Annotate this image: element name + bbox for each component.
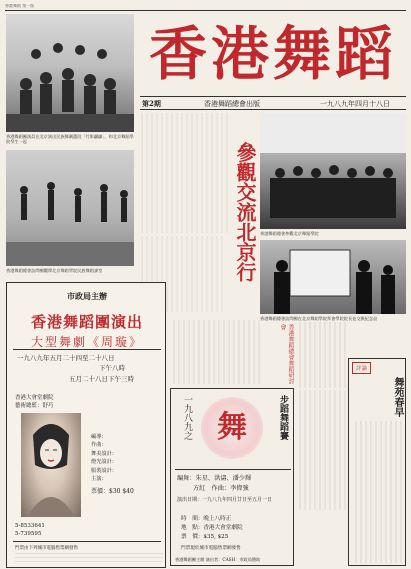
- publisher: 香港舞蹈總會出版: [204, 100, 260, 108]
- article-body-5: [296, 390, 346, 510]
- ad-fine-print: [15, 553, 163, 565]
- ad-venue: 香港大會堂劇院: [15, 395, 54, 401]
- ad-prices: 票價：$30 $40: [91, 488, 134, 495]
- event-venue: 地 點：香港大會堂劇院: [181, 525, 243, 531]
- credit-composer: 作曲：: [91, 442, 107, 449]
- masthead-rule: [140, 96, 406, 97]
- article-body-3: [170, 320, 260, 384]
- review-box: [348, 358, 406, 566]
- event-ticket-note: 門票現於城市電腦售票網發售: [181, 546, 241, 551]
- review-body: [352, 421, 404, 563]
- dance-group-photo: [6, 14, 134, 132]
- group-visit-photo: [260, 113, 406, 229]
- performance-ad: [6, 282, 166, 568]
- event-bottom-note: 香港舞蹈團主辦 演出者：CASH：市政局贊助: [175, 557, 261, 562]
- ad-booking-phone: 5-8533641: [15, 523, 45, 529]
- dance-class-photo: [6, 150, 134, 266]
- review-tag: 評論: [352, 362, 371, 374]
- mid-left-caption: 香港舞蹈總會訪問團觀摩北京舞蹈學院民族舞蹈課堂: [6, 268, 103, 273]
- issue-date: 一九八九年四月十八日: [320, 100, 390, 108]
- ad-art-director: 藝術總監：舒巧: [15, 403, 54, 409]
- event-performances: 演出日期：一九八九年四月廿日至五月一日: [177, 497, 273, 503]
- credit-choreographer: 編導：: [91, 434, 107, 440]
- ad-subtitle: 大型舞劇《周璇》: [30, 335, 143, 349]
- event-time: 時 間：晚上八時正: [181, 516, 232, 522]
- ad-date-1: 一九八九年五月二十四至二十八日: [17, 354, 115, 362]
- ad-presenter: 市政局主辦: [67, 291, 107, 301]
- ad-credits: [91, 433, 163, 483]
- ad-title: 香港舞蹈團演出: [30, 313, 143, 331]
- ad-date-3: 五月二十八日下午三時: [69, 375, 134, 383]
- review-title: 舞苑春早: [392, 377, 403, 417]
- event-price: 票 價：$35, $25: [181, 534, 229, 540]
- date-rule: [140, 109, 406, 110]
- event-announcement: [170, 388, 294, 566]
- event-logo: [201, 397, 263, 459]
- center-right-caption: 香港舞蹈總會參觀北京舞蹈學院: [260, 231, 319, 236]
- masthead: 香港舞蹈: [148, 20, 397, 88]
- credit-lighting: 燈光設計：: [91, 459, 117, 466]
- ad-inquiry-phone: 5-739595: [15, 531, 42, 537]
- event-logo-text: 舞: [217, 410, 247, 445]
- top-left-caption: 香港舞蹈團演員在北京演出民族舞劇選段「竹影翩翩」，和北京舞蹈學院學生一起: [6, 134, 134, 144]
- credit-stage-design: 舞美設計：: [91, 450, 117, 457]
- event-title: 步蹈舞蹈賽: [278, 395, 288, 440]
- event-year: 一九八九之: [182, 395, 192, 440]
- event-details: [181, 515, 291, 542]
- credit-costume: 服裝設計：: [91, 467, 117, 474]
- ad-rule: [13, 349, 161, 350]
- performer-portrait: [21, 413, 81, 517]
- sidebar-vertical-title: 香港舞蹈總會舞蹈研討會: [279, 324, 294, 384]
- feature-headline: 參觀交流北京行: [233, 142, 257, 282]
- article-body-4: [296, 322, 346, 388]
- event-rule: [175, 469, 291, 470]
- event-credits-1: 編舞：朱星、洪濤、潘少輝: [177, 475, 252, 482]
- ad-date-2: 下午八時: [99, 364, 125, 372]
- credit-lead: 主演：: [91, 476, 107, 483]
- top-rule: [5, 10, 406, 11]
- event-credits-2: 方紅 作曲：李偉強: [193, 485, 249, 492]
- gift-exchange-photo: [260, 240, 406, 314]
- bottom-right-caption: 香港舞蹈總會訪問團在北京舞蹈學院拜會學院院長並交換紀念品: [260, 316, 378, 321]
- ad-footer-rule: [13, 541, 161, 542]
- folio: 香港舞蹈 第一版: [5, 4, 35, 8]
- article-body-1: [138, 113, 228, 233]
- ad-footer-note: 門票由下列城市電腦售票網發售: [15, 546, 78, 551]
- issue-number: 第2期: [142, 99, 161, 108]
